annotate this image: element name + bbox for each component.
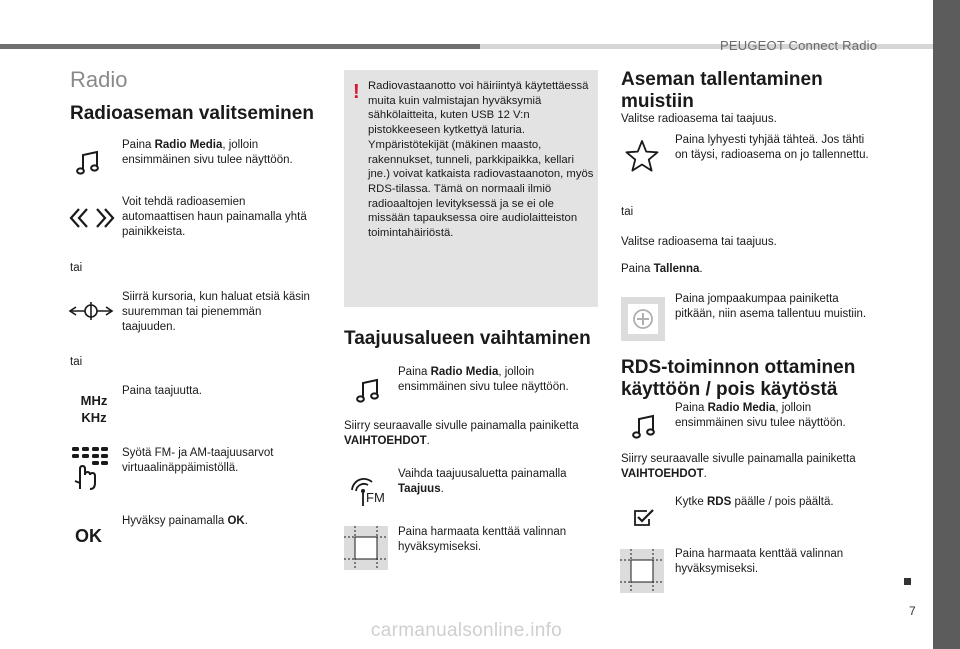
music-note-icon xyxy=(630,412,660,442)
brand-header: PEUGEOT Connect Radio xyxy=(720,38,878,53)
ok-button-icon: OK xyxy=(75,526,102,546)
step-long-press-preset: Paina jompaakumpaa painiketta pitkään, niin asema tallentuu muistiin. xyxy=(675,293,867,320)
step-confirm-grey-field: Paina harmaata kenttää valinnan hyväksymiseksi. xyxy=(675,548,844,575)
instruction-select-station: Valitse radioasema tai taajuus. xyxy=(621,113,777,125)
step-press-radio-media: Paina Radio Media, jolloin ensimmäinen sivu tulee näyttöön. xyxy=(398,366,569,393)
continue-marker xyxy=(904,578,911,585)
warning-text: Radiovastaanotto voi häiriintyä käytettäessä muita kuin valmistajan hyväksymiä sähkölaitteita, kuten USB 12 V:n pistokkeeseen kytkettyä laturia. Ympäristötekijät (mäkinen maasto, rakennukset, tunneli, parkkipaikka, kellari jne.) voivat katkaista radiovastaanoton, myös RDS-tilassa. Tämä on normaali ilmiö radioaaltojen levityksessä ja se ei ole missään tapauksessa oire audiolaitteiston toimintahäiriöstä. xyxy=(368,80,594,240)
instruction-press-save: Paina Tallenna. xyxy=(621,263,703,275)
header-rule-dark xyxy=(0,44,480,49)
grey-field-icon xyxy=(620,549,664,593)
music-note-icon xyxy=(74,148,104,178)
grey-field-icon xyxy=(344,526,388,570)
page-title: Radio xyxy=(70,67,128,92)
or-label: tai xyxy=(621,206,634,218)
section-heading-change-band: Taajuusalueen vaihtaminen xyxy=(344,328,591,349)
step-manual-search: Siirrä kursoria, kun haluat etsiä käsin suuremman tai pienemmän taajuuden. xyxy=(122,291,310,333)
add-preset-icon xyxy=(621,297,665,341)
step-change-band: Vaihda taajuusaluetta painamalla Taajuus. xyxy=(398,468,567,495)
instruction-select-station: Valitse radioasema tai taajuus. xyxy=(621,236,777,248)
watermark: carmanualsonline.info xyxy=(370,620,563,641)
step-keypad-entry: Syötä FM- ja AM-taajuusarvot virtuaalinäppäimistöllä. xyxy=(122,447,274,474)
frequency-slider-icon xyxy=(68,300,114,322)
khz-label: KHz xyxy=(81,410,107,425)
section-heading-rds: RDS-toiminnon ottaminen käyttöön / pois käytöstä xyxy=(621,357,856,400)
mhz-khz-icon xyxy=(79,392,109,426)
step-press-radio-media: Paina Radio Media, jolloin ensimmäinen sivu tulee näyttöön. xyxy=(675,402,846,429)
or-label: tai xyxy=(70,356,83,368)
star-icon xyxy=(624,138,660,174)
step-confirm-ok: Hyväksy painamalla OK. xyxy=(122,515,248,527)
step-press-frequency: Paina taajuutta. xyxy=(122,385,202,397)
page-edge-bar xyxy=(933,0,960,649)
step-press-radio-media: Paina Radio Media, jolloin ensimmäinen sivu tulee näyttöön. xyxy=(122,139,293,166)
mhz-label: MHz xyxy=(80,393,108,408)
warning-icon: ! xyxy=(353,81,360,103)
page-number: 7 xyxy=(909,604,916,618)
keypad-touch-icon xyxy=(70,445,110,491)
instruction-next-page-options: Siirry seuraavalle sivulle painamalla painiketta VAIHTOEHDOT. xyxy=(621,453,856,480)
step-next-page-options: Siirry seuraavalle sivulle painamalla painiketta VAIHTOEHDOT. xyxy=(344,420,579,447)
seek-arrows-icon xyxy=(69,207,115,229)
music-note-icon xyxy=(354,376,384,406)
step-toggle-rds: Kytke RDS päälle / pois päältä. xyxy=(675,496,834,508)
or-label: tai xyxy=(70,262,83,274)
checkbox-icon xyxy=(633,508,655,528)
fm-label: FM xyxy=(366,490,385,505)
step-confirm-grey-field: Paina harmaata kenttää valinnan hyväksymiseksi. xyxy=(398,526,567,553)
step-press-star: Paina lyhyesti tyhjää tähteä. Jos tähti on täysi, radioasema on jo tallennettu. xyxy=(675,134,869,161)
step-auto-search: Voit tehdä radioasemien automaattisen haun painamalla yhtä painikkeista. xyxy=(122,196,307,238)
section-heading-select-station: Radioaseman valitseminen xyxy=(70,103,314,124)
section-heading-save-station: Aseman tallentaminen muistiin xyxy=(621,69,823,112)
